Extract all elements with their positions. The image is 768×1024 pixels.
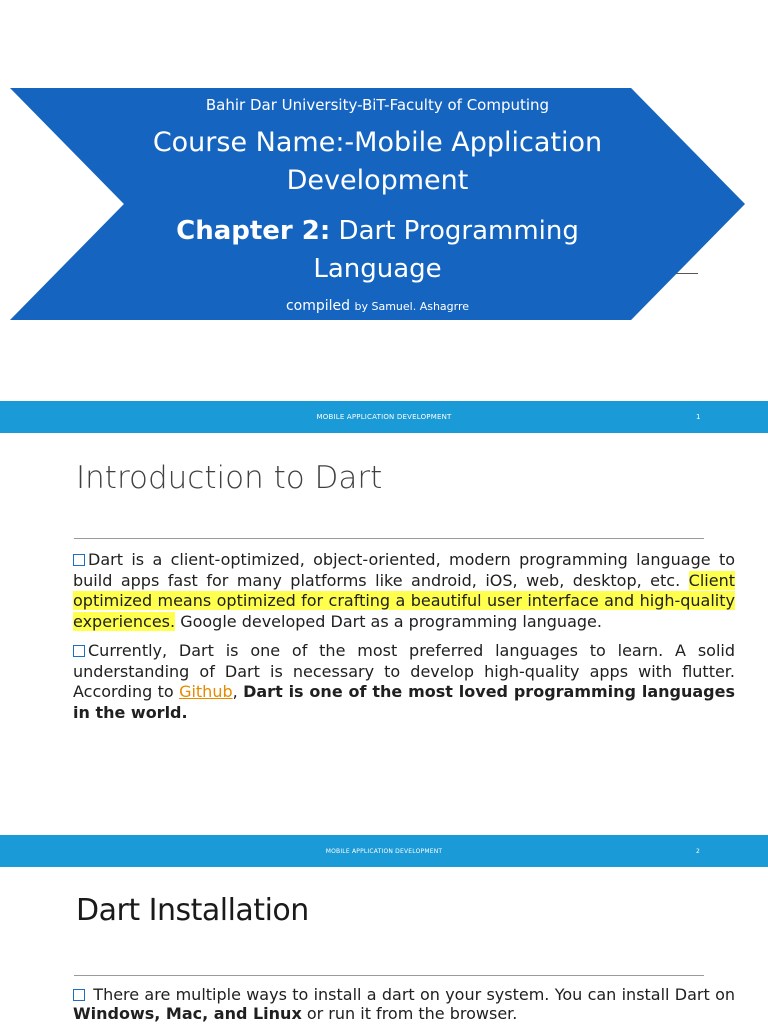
highlighted-text: Client optimized means optimized for crafting a beautiful user interface and high-quality experiences. <box>73 570 735 631</box>
course-name <box>10 124 745 200</box>
intro-paragraph-1: Dart is a client-optimized, object-oriented, modern programming language to build apps fast for many platforms like android, iOS, web, desktop, etc. Client optimized means optimized for crafting a beautiful user interface and high-quality experiences. Google developed Dart as a programming language. <box>73 550 735 631</box>
install-heading: Dart Installation <box>76 893 309 928</box>
slide-footer-band-2 <box>0 835 768 867</box>
checkbox-bullet-icon <box>73 554 85 566</box>
decorative-line <box>676 273 698 274</box>
heading-rule <box>74 975 704 976</box>
bold-statement: Dart is one of the most loved programming languages in the world. <box>73 682 736 722</box>
page-number: 1 <box>696 413 701 421</box>
platforms-bold: Windows, Mac, and Linux <box>73 1004 302 1023</box>
footer-title: MOBILE APPLICATION DEVELOPMENT <box>316 413 452 421</box>
intro-paragraph-2: Currently, Dart is one of the most preferred languages to learn. A solid understanding of Dart is necessary to develop high-quality apps with flutter. According to Github, Dart is one of the most loved programming languages in the world. <box>73 641 736 722</box>
chapter-title <box>10 212 745 288</box>
install-paragraph-1: There are multiple ways to install a dart on your system. You can install Dart on Windows, Mac, and Linux or run it from the browser. <box>73 985 735 1023</box>
course-line-1: Course Name:-Mobile Application <box>152 127 603 158</box>
github-link[interactable]: Github <box>179 682 233 701</box>
chapter-title-line-1: Dart Programming <box>338 216 579 246</box>
footer-title: MOBILE APPLICATION DEVELOPMENT <box>325 848 443 855</box>
heading-rule <box>74 538 704 539</box>
page-number: 2 <box>696 848 700 855</box>
chapter-title-line-2: Language <box>313 254 442 284</box>
course-line-2: Development <box>286 165 469 196</box>
compiled-label: compiled <box>285 298 351 314</box>
chapter-label: Chapter 2: <box>176 216 331 246</box>
compiled-by <box>10 298 745 314</box>
title-slide <box>0 0 768 400</box>
author: by Samuel. Ashagrre <box>354 300 470 313</box>
university-name: Bahir Dar University-BiT-Faculty of Computing <box>205 96 550 114</box>
checkbox-bullet-icon <box>73 645 85 657</box>
title-text-block <box>10 88 745 320</box>
intro-heading: Introduction to Dart <box>76 460 383 496</box>
checkbox-bullet-icon <box>73 989 85 1001</box>
slide-footer-band-1 <box>0 401 768 433</box>
